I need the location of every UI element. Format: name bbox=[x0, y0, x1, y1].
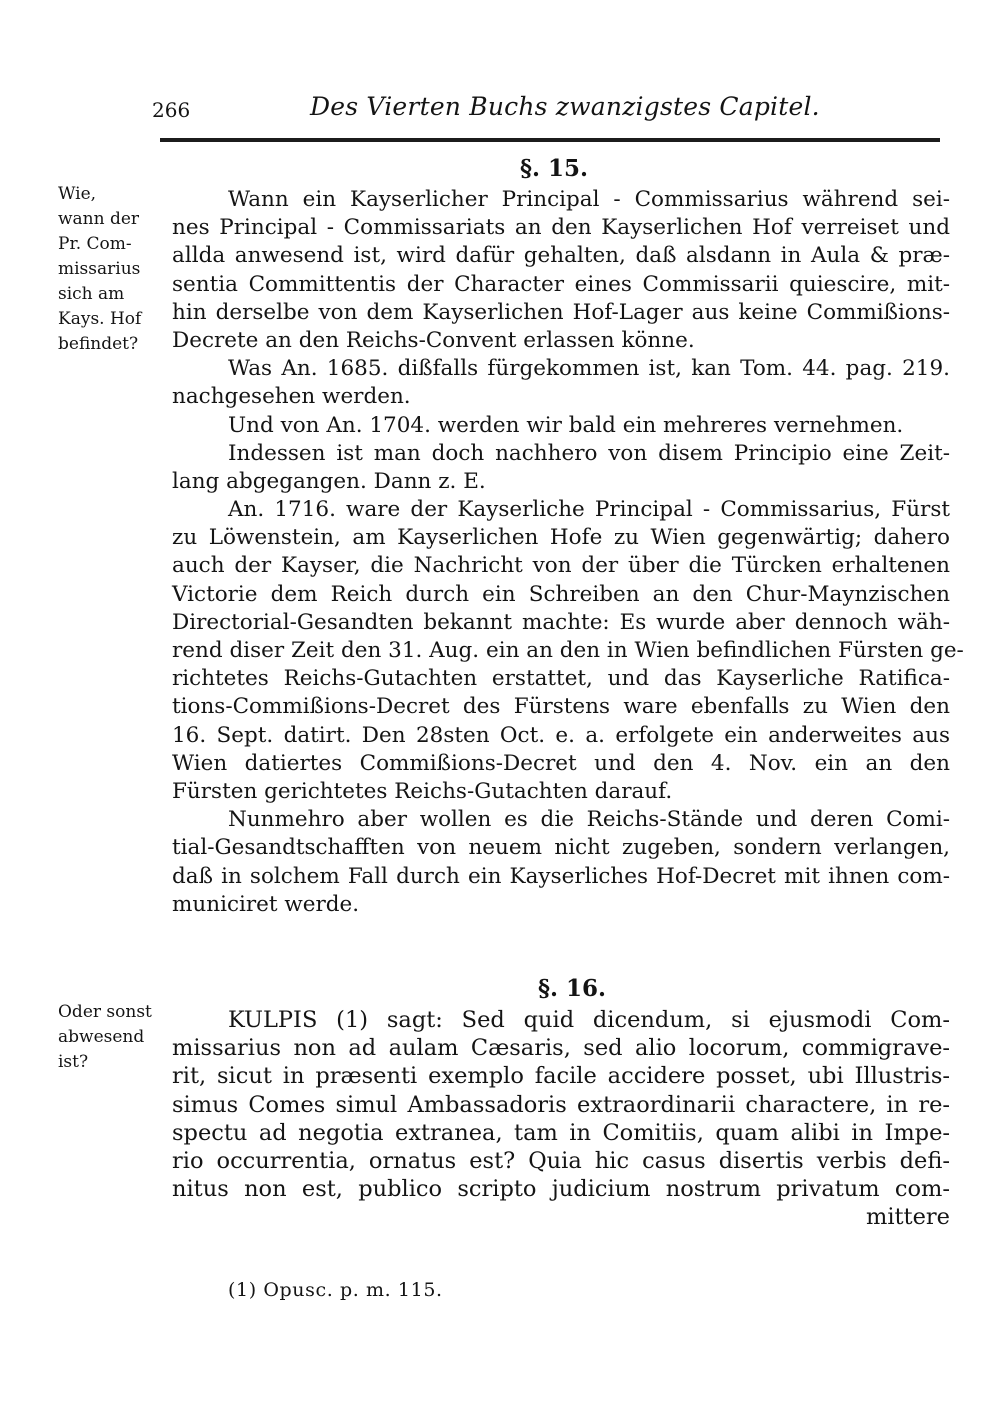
text-line: hin derselbe von dem Kayserlichen Hof-Lager aus keine Commißions- bbox=[172, 299, 950, 325]
page-header bbox=[150, 92, 950, 132]
text-line: auch der Kayser, die Nachricht von der über die Türcken erhaltenen bbox=[172, 553, 950, 579]
text-line: rend diser Zeit den 31. Aug. ein an den in Wien befindlichen Fürsten ge- bbox=[172, 638, 964, 663]
text-line: Fürsten gerichtetes Reichs-Gutachten darauf. bbox=[172, 778, 673, 804]
text-line: KULPIS (1) sagt: Sed quid dicendum, si ejusmodi Com- bbox=[228, 1007, 950, 1033]
text-line: spectu ad negotia extranea, tam in Comitiis, quam alibi in Impe- bbox=[172, 1119, 950, 1146]
text-line: Victorie dem Reich durch ein Schreiben an den Chur-Maynzischen bbox=[172, 581, 950, 607]
text-line: allda anwesend ist, wird dafür gehalten, daß alsdann in Aula & præ- bbox=[172, 243, 950, 269]
running-head: Des Vierten Buchs zwanzigstes Capitel. bbox=[310, 92, 820, 121]
footnote: (1) Opusc. p. m. 115. bbox=[228, 1279, 443, 1301]
text-line: daß in solchem Fall durch ein Kayserliches Hof-Decret mit ihnen com- bbox=[172, 863, 950, 889]
text-line: nes Principal - Commissariats an den Kayserlichen Hof verreiset und bbox=[172, 215, 950, 241]
text-line: rio occurrentia, ornatus est? Quia hic casus disertis verbis defi- bbox=[172, 1147, 950, 1174]
text-line: tial-Gesandtschafften von neuem nicht zugeben, sondern verlangen, bbox=[172, 835, 950, 861]
text-line: missarius non ad aulam Cæsaris, sed alio locorum, commigrave- bbox=[172, 1035, 950, 1062]
text-line: Nunmehro aber wollen es die Reichs-Stände und deren Comi- bbox=[228, 807, 950, 833]
margin-note-16: Oder sonst abwesend ist? bbox=[58, 1002, 152, 1072]
catchword: mittere bbox=[865, 1204, 950, 1231]
text-line: Decrete an den Reichs-Convent erlassen könne. bbox=[172, 327, 695, 353]
text-line: Wann ein Kayserlicher Principal - Commissarius während sei- bbox=[228, 187, 950, 212]
page-number: 266 bbox=[152, 98, 191, 122]
text-line: 16. Sept. datirt. Den 28sten Oct. e. a. erfolgete ein anderweites aus bbox=[172, 722, 950, 748]
header-rule bbox=[160, 138, 940, 142]
text-line: Directorial-Gesandten bekannt machte: Es wurde aber dennoch wäh- bbox=[172, 609, 950, 635]
margin-note-15: Wie, wann der Pr. Com- missarius sich am Kays. Hof befindet? bbox=[58, 184, 142, 354]
section-15-body bbox=[172, 186, 964, 919]
text-line: An. 1716. ware der Kayserliche Principal - Commissarius, Fürst bbox=[228, 497, 950, 523]
text-line: municiret werde. bbox=[172, 891, 360, 917]
text-line: richtetes Reichs-Gutachten erstattet, und das Kayserliche Ratifica- bbox=[172, 666, 950, 692]
section-heading-16: §. 16. bbox=[538, 975, 607, 1002]
text-line: rit, sicut in præsenti exemplo facile accidere posset, ubi Illustris- bbox=[172, 1063, 950, 1090]
text-line: sentia Committentis der Character eines Commissarii quiescire, mit- bbox=[172, 271, 950, 297]
text-line: Was An. 1685. dißfalls fürgekommen ist, kan Tom. 44. pag. 219. bbox=[228, 356, 950, 382]
text-line: lang abgegangen. Dann z. E. bbox=[172, 468, 486, 494]
text-line: nachgesehen werden. bbox=[172, 384, 411, 410]
text-line: Wien datiertes Commißions-Decret und den 4. Nov. ein an den bbox=[172, 750, 950, 776]
text-line: nitus non est, publico scripto judicium nostrum privatum com- bbox=[172, 1176, 950, 1203]
text-line: Indessen ist man doch nachhero von disem Principio eine Zeit- bbox=[228, 440, 950, 466]
section-16-body bbox=[172, 1006, 950, 1232]
text-line: simus Comes simul Ambassadoris extraordinarii charactere, in re- bbox=[172, 1091, 950, 1118]
section-heading-15: §. 15. bbox=[520, 155, 589, 182]
text-line: zu Löwenstein, am Kayserlichen Hofe zu Wien gegenwärtig; dahero bbox=[172, 525, 950, 551]
text-line: Und von An. 1704. werden wir bald ein mehreres vernehmen. bbox=[228, 412, 904, 438]
text-line: tions-Commißions-Decret des Fürstens ware ebenfalls zu Wien den bbox=[172, 694, 950, 720]
